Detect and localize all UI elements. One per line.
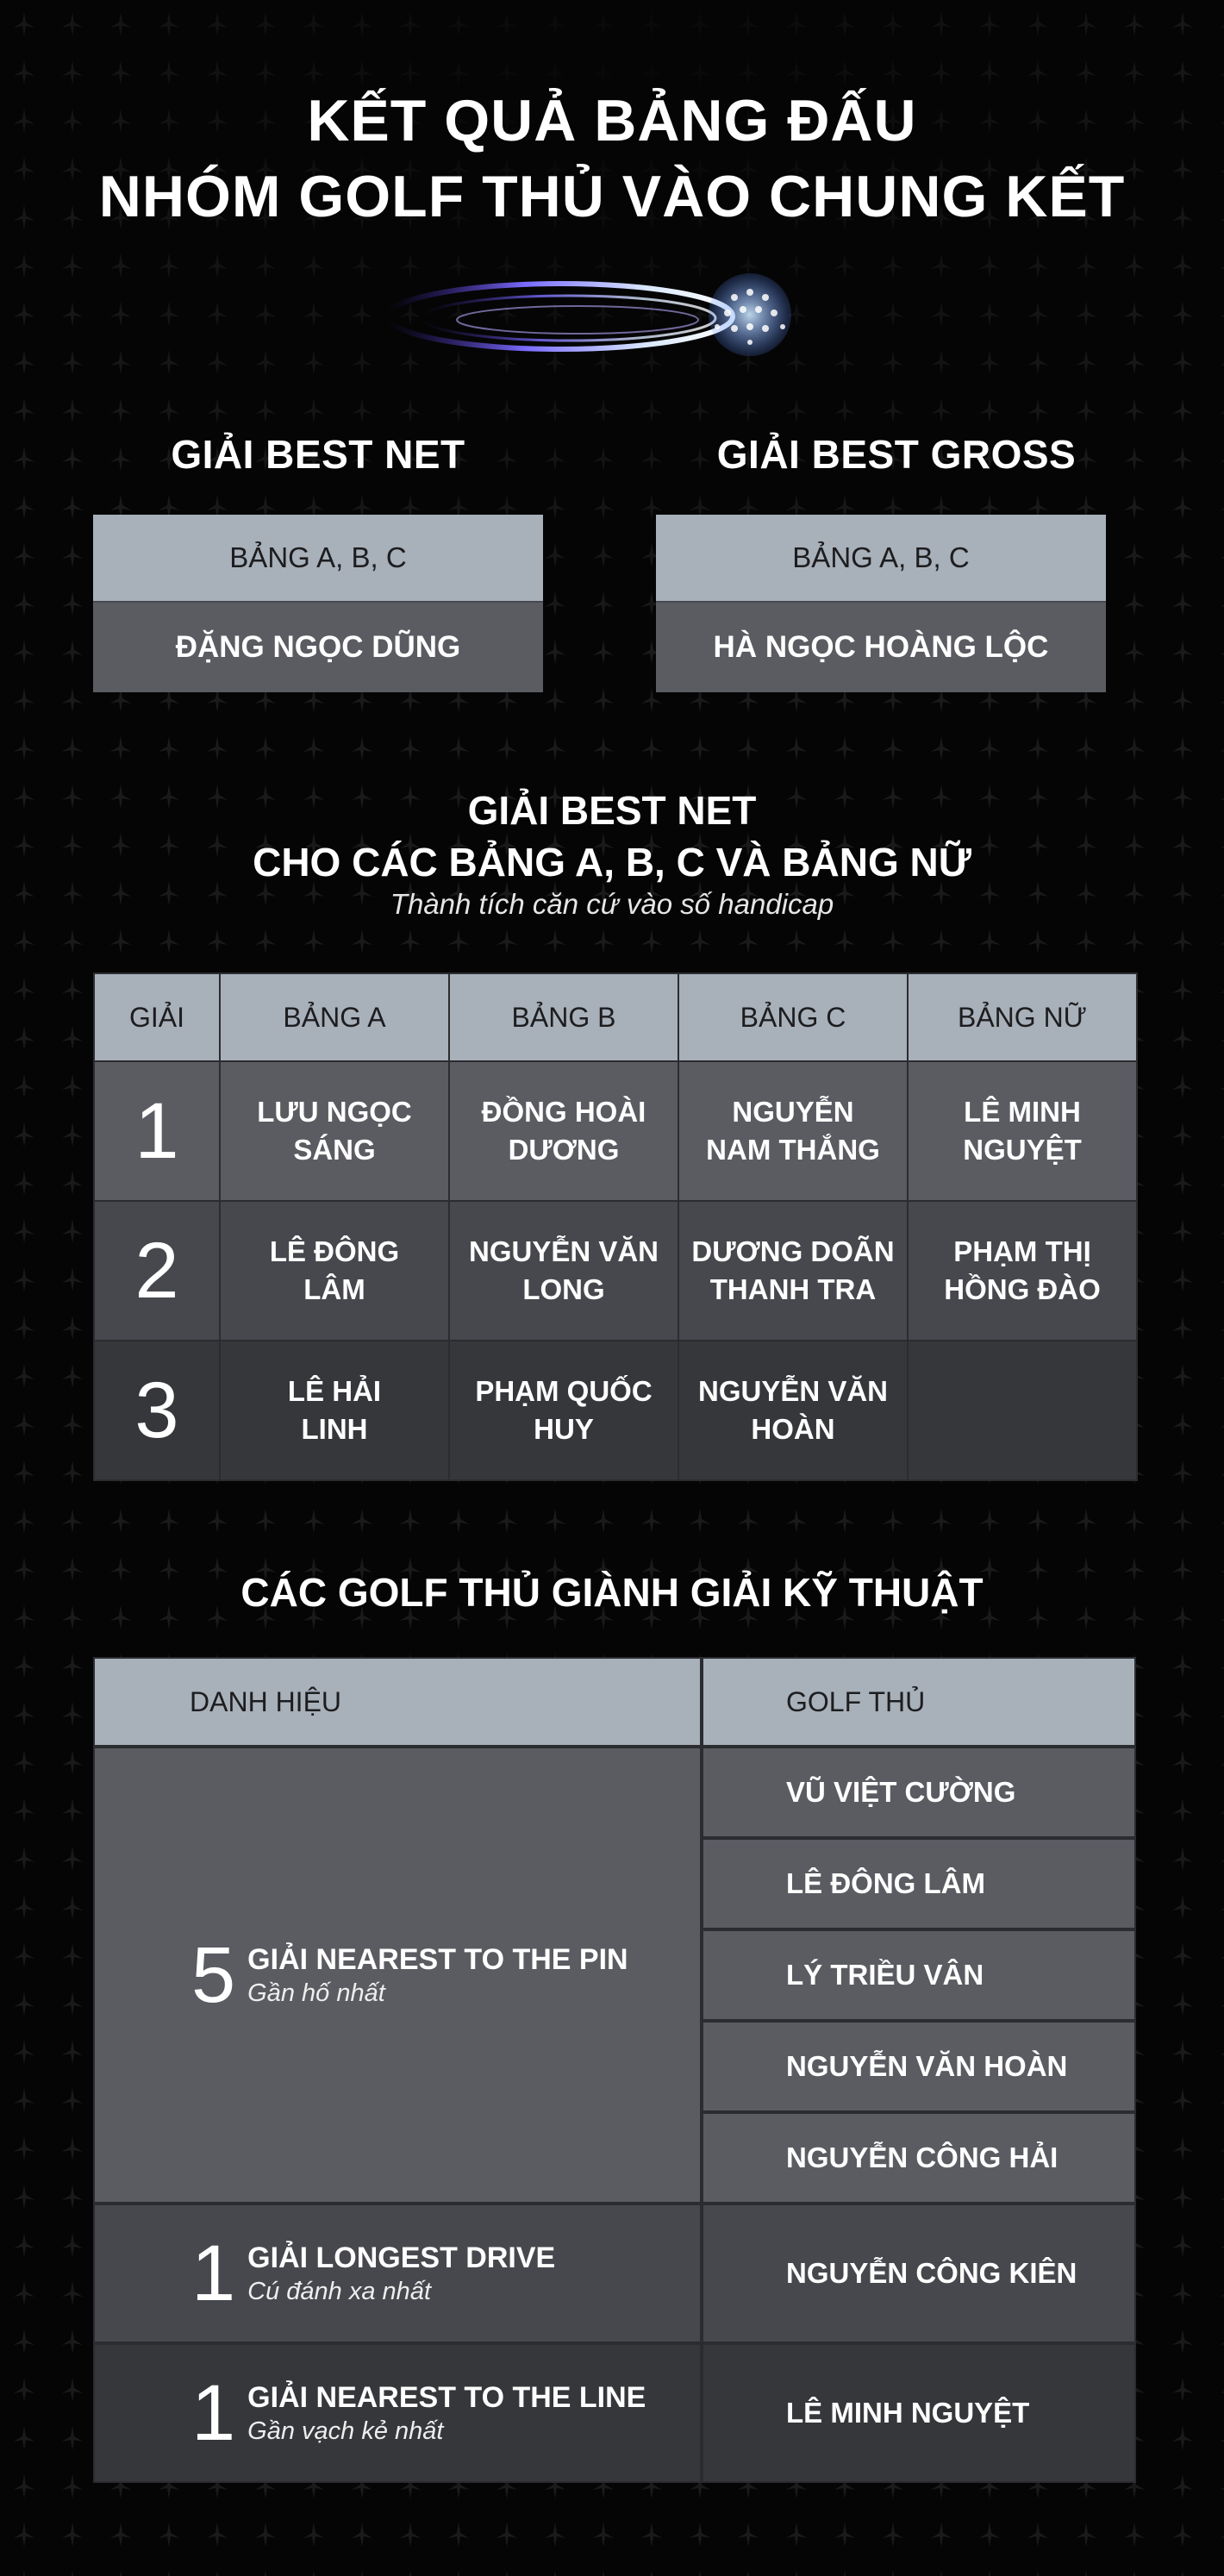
award-subtitle: Gần hố nhất	[247, 1979, 385, 2007]
award-subtitle: Cú đánh xa nhất	[247, 2278, 431, 2305]
technical-awards-table	[93, 1657, 1136, 2483]
player-cell	[678, 1061, 908, 1201]
player-name-line: LƯU NGỌC	[257, 1096, 412, 1128]
award-name: GIẢI NEAREST TO THE LINE	[247, 2381, 646, 2414]
player-cell	[908, 1201, 1137, 1341]
player-name-line: NAM THẮNG	[706, 1134, 880, 1166]
handicap-note: Thành tích căn cứ vào số handicap	[390, 888, 834, 920]
player-name-line: NGUYỄN VĂN	[468, 1235, 659, 1267]
table-header-row	[94, 973, 1137, 1061]
player-name-line: LONG	[522, 1273, 605, 1305]
player-name-line: HOÀN	[751, 1413, 835, 1445]
best-gross-winner: HÀ NGỌC HOÀNG LỘC	[656, 603, 1106, 692]
award-name: GIẢI LONGEST DRIVE	[247, 2241, 556, 2274]
best-gross-heading: GIẢI BEST GROSS	[716, 432, 1077, 477]
page-title-line2: NHÓM GOLF THỦ VÀO CHUNG KẾT	[98, 164, 1126, 229]
column-header-group-a: BẢNG A	[220, 973, 449, 1061]
column-header-group-b: BẢNG B	[449, 973, 678, 1061]
player-cell	[908, 1061, 1137, 1201]
player-name-line: SÁNG	[293, 1134, 376, 1166]
player-name-line: HUY	[534, 1413, 594, 1445]
best-net-group: BẢNG A, B, C	[93, 515, 543, 603]
player-name-line: DƯƠNG	[508, 1134, 620, 1166]
player-name-line: DƯƠNG DOÃN	[691, 1235, 895, 1267]
player-cell	[908, 1341, 1137, 1480]
best-net-groups-title	[0, 785, 1224, 888]
player-name-line: THANH TRA	[709, 1273, 877, 1305]
player-name-line: NGUYỄN VĂN	[697, 1375, 889, 1407]
award-longest-drive	[93, 2204, 702, 2343]
column-header-women: BẢNG NỮ	[908, 973, 1137, 1061]
page-title	[0, 83, 1224, 234]
player-name-line: NGUYỄN	[732, 1096, 854, 1128]
best-gross-box	[656, 515, 1106, 692]
player-name-line: PHẠM QUỐC	[475, 1375, 653, 1407]
best-net-groups-title-line2: CHO CÁC BẢNG A, B, C VÀ BẢNG NỮ	[253, 840, 971, 885]
award-nearest-line	[93, 2343, 702, 2483]
player-cell	[220, 1341, 449, 1480]
player-name-line: HỒNG ĐÀO	[944, 1273, 1101, 1305]
winner-cell: NGUYỄN CÔNG KIÊN	[702, 2204, 1136, 2343]
golf-ball-swoosh-icon	[362, 254, 810, 375]
player-name-line: LÊ ĐÔNG	[269, 1235, 400, 1267]
winner-cell: LÊ ĐÔNG LÂM	[702, 1838, 1136, 1929]
column-header-player: GOLF THỦ	[702, 1657, 1136, 1747]
award-nearest-pin	[93, 1747, 702, 2204]
player-cell	[678, 1201, 908, 1341]
best-net-winner: ĐẶNG NGỌC DŨNG	[93, 603, 543, 692]
table-row	[94, 1061, 1137, 1201]
winner-cell: NGUYỄN CÔNG HẢI	[702, 2112, 1136, 2204]
table-row	[94, 1341, 1137, 1480]
player-name-line: PHẠM THỊ	[953, 1235, 1091, 1267]
player-name-line: LÂM	[303, 1273, 365, 1305]
award-count: 1	[191, 2229, 236, 2317]
best-net-heading: GIẢI BEST NET	[171, 432, 465, 477]
winner-cell: VŨ VIỆT CƯỜNG	[702, 1747, 1136, 1838]
best-net-groups-title-line1: GIẢI BEST NET	[467, 788, 757, 833]
award-subtitle: Gần vạch kẻ nhất	[247, 2417, 444, 2445]
player-name-line: ĐỒNG HOÀI	[481, 1096, 646, 1128]
award-name: GIẢI NEAREST TO THE PIN	[247, 1943, 628, 1976]
winner-cell: NGUYỄN VĂN HOÀN	[702, 2021, 1136, 2112]
player-cell	[449, 1341, 678, 1480]
page-title-line1: KẾT QUẢ BẢNG ĐẤU	[307, 88, 917, 153]
player-cell	[220, 1201, 449, 1341]
winner-cell: LÊ MINH NGUYỆT	[702, 2343, 1136, 2483]
column-header-group-c: BẢNG C	[678, 973, 908, 1061]
player-cell	[449, 1061, 678, 1201]
best-gross-group: BẢNG A, B, C	[656, 515, 1106, 603]
winner-cell: LÝ TRIỀU VÂN	[702, 1929, 1136, 2021]
rank-cell: 2	[94, 1201, 220, 1341]
column-header-title: DANH HIỆU	[93, 1657, 702, 1747]
best-net-box	[93, 515, 543, 692]
rank-cell: 3	[94, 1341, 220, 1480]
technical-awards-title: CÁC GOLF THỦ GIÀNH GIẢI KỸ THUẬT	[240, 1570, 984, 1615]
player-name-line: LÊ HẢI	[287, 1375, 382, 1407]
best-net-table	[93, 972, 1138, 1481]
player-name-line: NGUYỆT	[963, 1134, 1082, 1166]
column-header-rank: GIẢI	[94, 973, 220, 1061]
player-cell	[220, 1061, 449, 1201]
player-cell	[678, 1341, 908, 1480]
award-count: 5	[191, 1931, 236, 2019]
player-cell	[449, 1201, 678, 1341]
table-row	[94, 1201, 1137, 1341]
award-count: 1	[191, 2369, 236, 2457]
rank-cell: 1	[94, 1061, 220, 1201]
player-name-line: LÊ MINH	[964, 1096, 1081, 1128]
player-name-line: LINH	[301, 1413, 368, 1445]
